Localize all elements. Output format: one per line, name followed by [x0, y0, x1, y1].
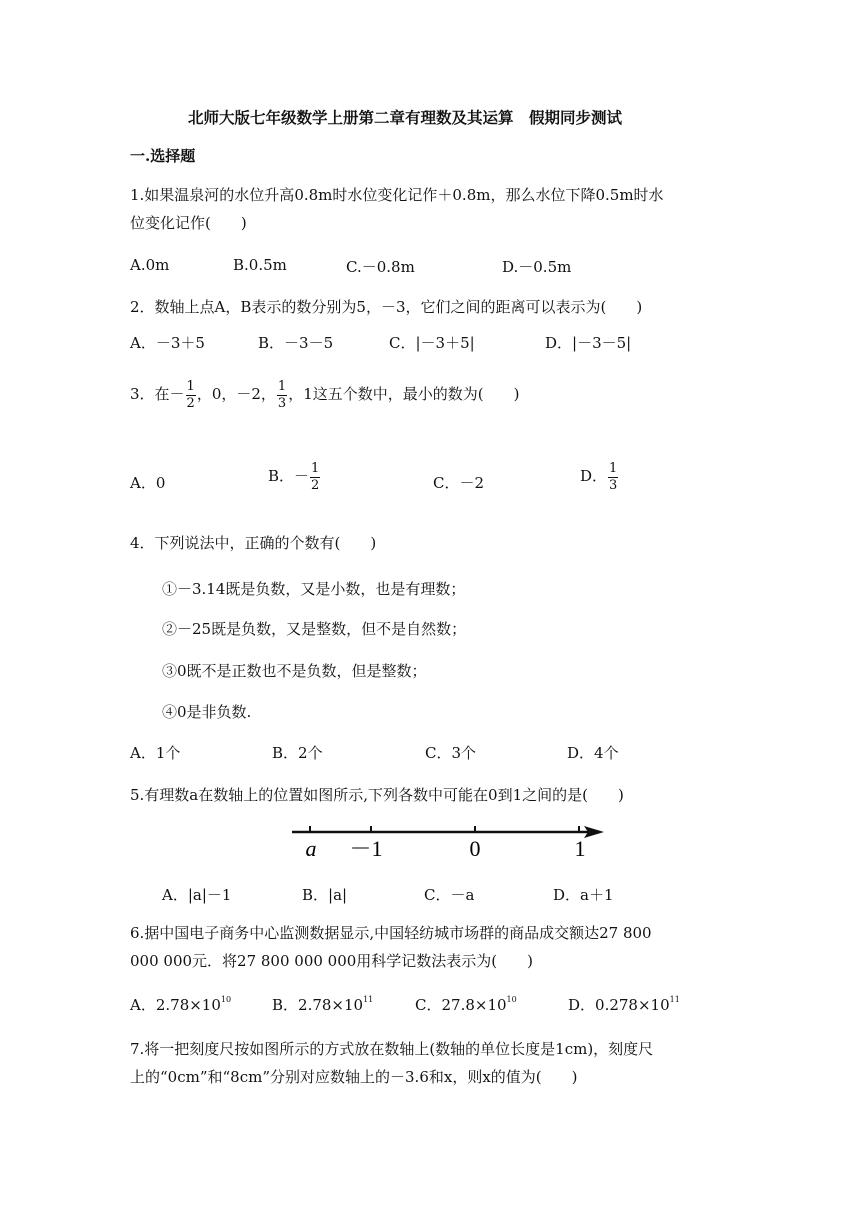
- q6-option-d: [568, 994, 680, 1015]
- axis-label-zero: 0: [469, 836, 481, 861]
- q2-option-a: A．－3＋5: [130, 334, 205, 352]
- q4-option-c: C．3个: [425, 744, 477, 762]
- q4-option-d: D．4个: [567, 744, 619, 762]
- q3-stem-suffix: ，1这五个数中，最小的数为( ): [288, 385, 520, 404]
- q6-option-a-exponent: 10: [220, 995, 232, 1004]
- q5-option-b: B．|a|: [302, 886, 348, 904]
- q6-stem-line1: 6.据中国电子商务中心监测数据显示,中国轻纺城市场群的商品成交额达27 800: [130, 924, 652, 942]
- q3-fraction-one-half: [186, 380, 196, 410]
- q4-statement-1: ①－3.14既是负数，又是小数，也是有理数；: [162, 580, 466, 598]
- q2-stem: 2．数轴上点A，B表示的数分别为5，－3，它们之间的距离可以表示为( ): [130, 298, 643, 316]
- q1-option-a: A.0m: [130, 256, 170, 274]
- q4-statement-2: ②－25既是负数，又是整数，但不是自然数；: [162, 620, 467, 638]
- q3-option-d-prefix: D．: [580, 467, 608, 486]
- q3-optd-denominator: 3: [609, 477, 618, 493]
- q1-stem-line2: 位变化记作( ): [130, 214, 247, 232]
- q3-stem-mid: ，0，－2，: [196, 385, 276, 404]
- q4-stem: 4．下列说法中，正确的个数有( ): [130, 534, 377, 552]
- q5-option-d: D．a＋1: [553, 886, 614, 904]
- section-heading: 一.选择题: [130, 147, 196, 165]
- q3-frac1-denominator: 2: [186, 395, 195, 411]
- q3-frac2-numerator: 1: [277, 379, 287, 394]
- axis-label-minus-one: －1: [349, 836, 383, 861]
- q2-option-d: D．|－3－5|: [545, 334, 632, 352]
- q3-optb-numerator: 1: [311, 461, 320, 476]
- axis-label-one: 1: [574, 836, 586, 861]
- q4-statement-4: ④0是非负数.: [162, 703, 252, 721]
- q6-option-b-exponent: 11: [363, 995, 374, 1004]
- q6-stem-line2: 000 000元．将27 800 000 000用科学记数法表示为( ): [130, 952, 534, 970]
- q1-stem-line1: 1.如果温泉河的水位升高0.8m时水位变化记作＋0.8m，那么水位下降0.5m时水: [130, 186, 664, 204]
- q4-statement-3: ③0既不是正数也不是负数，但是整数；: [162, 662, 427, 680]
- q3-fraction-one-third: [277, 380, 287, 410]
- axis-label-a: a: [305, 836, 317, 861]
- q6-option-c: [415, 994, 517, 1015]
- q1-option-c: C.－0.8m: [346, 258, 415, 276]
- q2-option-c: C．|－3＋5|: [389, 334, 475, 352]
- document-title: 北师大版七年级数学上册第二章有理数及其运算 假期同步测试: [188, 108, 623, 127]
- q3-frac1-numerator: 1: [186, 379, 195, 394]
- q7-stem-line2: 上的“0cm”和“8cm”分别对应数轴上的－3.6和x，则x的值为( ): [130, 1068, 578, 1086]
- q6-option-a-base: A．2.78×10: [130, 996, 221, 1014]
- q3-option-b-fraction: [310, 462, 320, 492]
- q6-option-d-exponent: 11: [669, 995, 680, 1004]
- q3-stem-prefix: 3．在－: [130, 385, 185, 404]
- q3-option-d: [580, 462, 619, 492]
- q3-option-b: [268, 462, 321, 492]
- q3-optd-numerator: 1: [609, 461, 618, 476]
- q1-option-d: D.－0.5m: [502, 258, 572, 276]
- q6-option-a: [130, 994, 231, 1015]
- q5-stem: 5.有理数a在数轴上的位置如图所示,下列各数中可能在0到1之间的是( ): [130, 786, 624, 804]
- q6-option-d-base: D．0.278×10: [568, 996, 670, 1014]
- q4-option-b: B．2个: [272, 744, 323, 762]
- q4-option-a: A．1个: [130, 744, 181, 762]
- q3-option-c: C．－2: [433, 474, 485, 492]
- q3-option-d-fraction: [608, 462, 618, 492]
- q5-number-line-figure: [290, 818, 610, 864]
- q6-option-c-exponent: 10: [506, 995, 517, 1004]
- q3-option-b-prefix: B．－: [268, 467, 310, 486]
- q3-option-a: A．0: [130, 474, 166, 492]
- q3-frac2-denominator: 3: [277, 395, 287, 411]
- q3-stem: [130, 380, 519, 410]
- q6-option-b-base: B．2.78×10: [272, 996, 364, 1014]
- q3-optb-denominator: 2: [311, 477, 320, 493]
- q7-stem-line1: 7.将一把刻度尺按如图所示的方式放在数轴上(数轴的单位长度是1cm)，刻度尺: [130, 1040, 654, 1058]
- q5-option-c: C．－a: [424, 886, 475, 904]
- q2-option-b: B．－3－5: [258, 334, 334, 352]
- q5-option-a: A．|a|－1: [162, 886, 232, 904]
- q6-option-b: [272, 994, 373, 1015]
- q6-option-c-base: C．27.8×10: [415, 996, 507, 1014]
- q1-option-b: B.0.5m: [233, 256, 287, 274]
